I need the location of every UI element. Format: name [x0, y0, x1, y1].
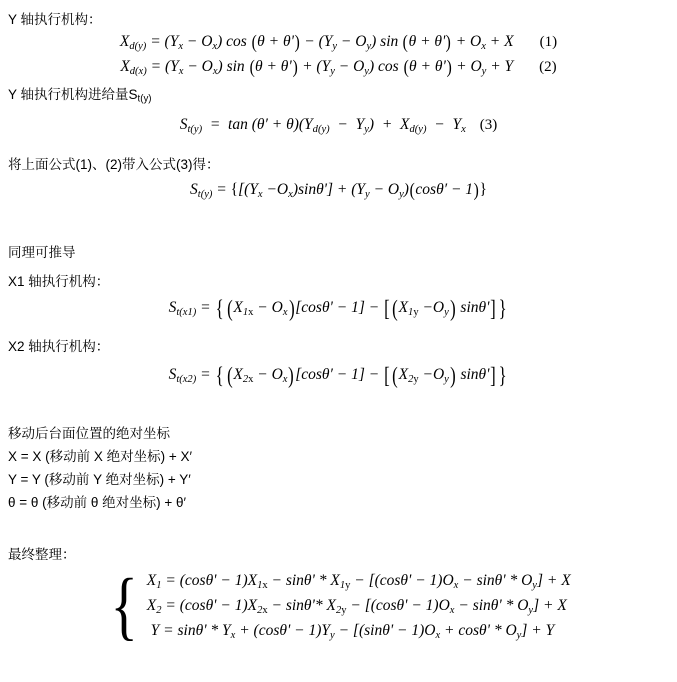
equation-2-body: $X_{d(x)} = (Y_x - O_x)$ $\sin (\theta + \theta') + (Y_y - O_y)$ $\cos (\theta + \theta') + O_y + Y$	[120, 57, 514, 78]
equation-3-tag: (3)	[479, 117, 498, 133]
equation-6-body: $S_{t(x2)}$ = { $(X_{2x} - O_x)[\cos\theta' - 1] - [(X_{2y} -O_y)$ sinθ'] }	[168, 363, 507, 389]
equation-2-tag: (2)	[539, 59, 557, 76]
equation-5-body: $S_{t(x1)}$ = { $(X_{1x} - O_x)[\cos\theta' - 1] - [(X_{1y} -O_y)$ sinθ'] }	[168, 296, 507, 322]
equation-4	[0, 180, 677, 202]
equation-6	[0, 363, 677, 390]
equation-2	[0, 57, 677, 79]
heading-similarly: 同理可推导	[8, 245, 76, 260]
absolute-coord-line-y: Y = Y (移动前 Y 绝对坐标) + Y′	[8, 472, 191, 487]
final-system-line-x1: $X_1 = (\cos\theta' - 1)X_{1x} - \sin\theta' * X_{1y} - [(\cos\theta' - 1)O_x - \sin\theta' * O_y] + X$	[146, 572, 571, 591]
left-brace-icon: {	[110, 563, 139, 648]
equation-1-body: $X_{d(y)} = (Y_x - O_x)$ $\cos (\theta + \theta') - (Y_y - O_y)$ $\sin (\theta + \theta') + O_x + X$	[119, 32, 514, 53]
final-system	[0, 563, 677, 648]
heading-x2-axis: X2 轴执行机构：	[8, 339, 110, 354]
heading-y-feed	[8, 85, 152, 107]
equation-1-tag: (1)	[539, 34, 558, 51]
heading-y-axis: Y 轴执行机构：	[8, 12, 102, 27]
heading-substitution: 将上面公式(1)、(2)带入公式(3)得：	[8, 157, 220, 172]
equation-3	[0, 116, 677, 135]
final-system-line-x2: $X_2 = (\cos\theta' - 1)X_{2x} - \sin\theta'*$ $X_{2y} - [(\cos\theta' - 1)O_x - \sin\theta' * O_y] + X$	[146, 596, 567, 616]
absolute-coord-line-x: X = X (移动前 X 绝对坐标) + X′	[8, 449, 193, 464]
heading-y-feed-text: Y 轴执行机构进给量St(y)	[8, 87, 152, 105]
heading-absolute-coords: 移动后台面位置的绝对坐标	[8, 426, 170, 441]
absolute-coord-line-theta: θ = θ (移动前 θ 绝对坐标) + θ′	[8, 495, 187, 510]
equation-4-body: $S_{t(y)} = \{[(Y_x -O_x)\sin\theta'] + (Y_y - O_y)(\cos\theta' - 1)\}$	[190, 180, 487, 201]
heading-x1-axis: X1 轴执行机构：	[8, 274, 110, 289]
equation-1	[0, 32, 677, 54]
final-system-lines	[147, 572, 571, 641]
heading-final: 最终整理：	[8, 547, 76, 562]
equation-5	[0, 296, 677, 323]
equation-3-body: $S_{t(y)} = \tan (\theta' + \theta)(Y_{d(y)} - Y_y) + X_{d(y)} - Y_x$	[179, 116, 466, 135]
final-system-line-y: $Y = \sin\theta' * Y_x + (\cos\theta' - 1)Y_y - [(\sin\theta' - 1)O_x + \cos\theta' * O_y] + Y$	[146, 621, 555, 641]
